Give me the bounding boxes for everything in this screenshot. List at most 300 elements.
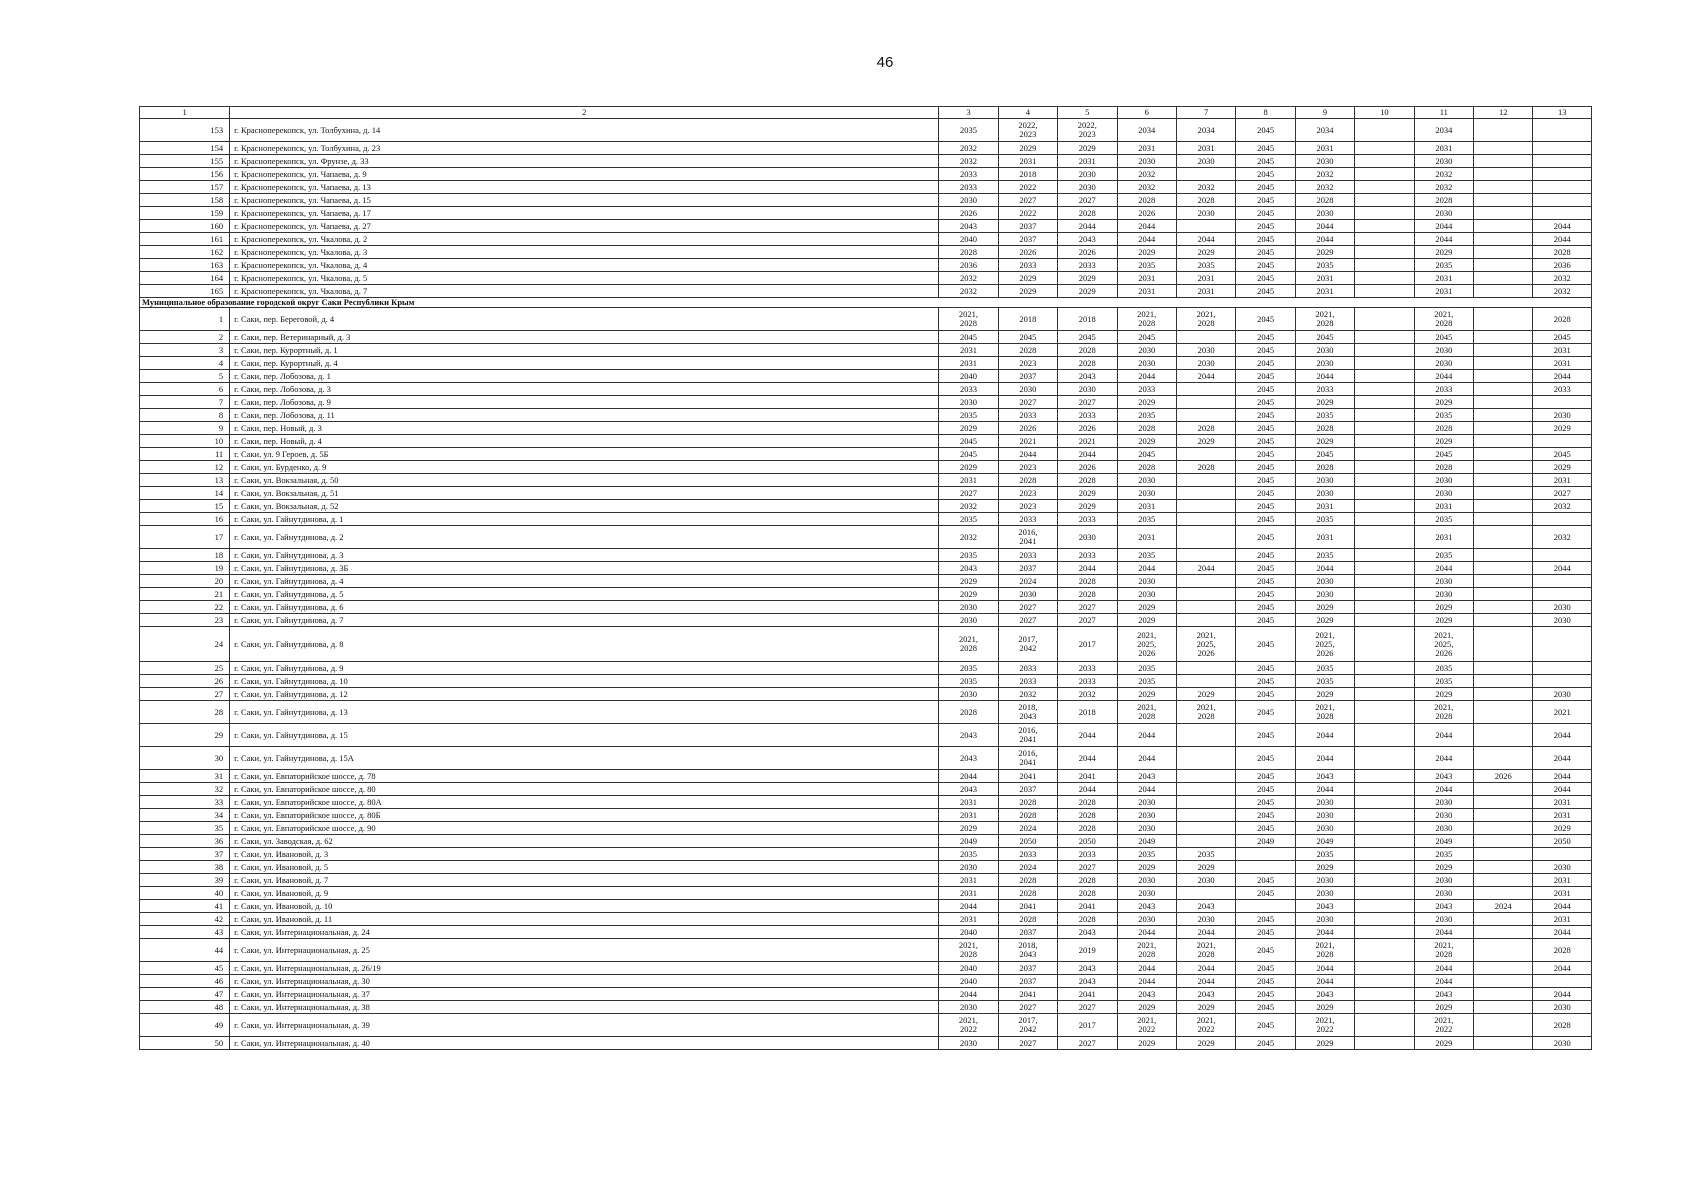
year-cell-col-8 — [1236, 701, 1295, 724]
cell-text: 2023 — [1019, 500, 1037, 511]
address-cell — [230, 119, 939, 142]
year-cell-col-3 — [939, 701, 998, 724]
cell-text: 2033 — [1138, 383, 1156, 394]
cell-text: 39 — [214, 874, 224, 885]
year-cell-col-10 — [1355, 861, 1414, 874]
year-cell-col-8 — [1236, 142, 1295, 155]
year-cell-col-7 — [1176, 474, 1235, 487]
year-cell-col-9 — [1295, 662, 1354, 675]
cell-text: 48 — [214, 1001, 224, 1012]
year-cell-col-11 — [1414, 357, 1473, 370]
cell-text: 2029 — [1019, 272, 1037, 283]
year-cell-col-13 — [1533, 601, 1592, 614]
year-cell-col-5 — [1058, 988, 1117, 1001]
year-cell-col-11 — [1414, 835, 1473, 848]
year-cell-col-3 — [939, 142, 998, 155]
year-cell-col-3 — [939, 272, 998, 285]
row-number — [140, 246, 230, 259]
year-cell-col-3 — [939, 575, 998, 588]
year-cell-col-7 — [1176, 701, 1235, 724]
year-cell-col-5 — [1058, 285, 1117, 298]
year-cell-col-10 — [1355, 435, 1414, 448]
year-cell-col-3 — [939, 549, 998, 562]
year-cell-col-10 — [1355, 119, 1414, 142]
year-cell-col-13 — [1533, 575, 1592, 588]
year-cell-col-6 — [1117, 783, 1176, 796]
cell-text: 2028 — [1138, 194, 1156, 205]
year-cell-col-6 — [1117, 474, 1176, 487]
cell-text: 2036 — [1553, 259, 1571, 270]
year-cell-col-8 — [1236, 988, 1295, 1001]
year-cell-col-6 — [1117, 575, 1176, 588]
year-cell-col-7 — [1176, 926, 1235, 939]
cell-text: 2033 — [1019, 409, 1037, 420]
cell-text: 2043 — [959, 752, 977, 763]
year-cell-col-9 — [1295, 688, 1354, 701]
row-number — [140, 461, 230, 474]
address-cell — [230, 474, 939, 487]
row-number — [140, 835, 230, 848]
cell-text: 2044 — [1316, 962, 1334, 973]
year-cell-col-10 — [1355, 168, 1414, 181]
year-cell-col-13 — [1533, 562, 1592, 575]
address-cell — [230, 926, 939, 939]
year-cell-col-11 — [1414, 939, 1473, 962]
year-cell-col-9 — [1295, 181, 1354, 194]
cell-text: 2045 — [1316, 331, 1334, 342]
year-cell-col-3 — [939, 939, 998, 962]
year-cell-col-12 — [1474, 747, 1533, 770]
cell-text: 15 — [214, 500, 224, 511]
cell-text: 2030 — [1435, 809, 1453, 820]
cell-text: 2033 — [1553, 383, 1571, 394]
year-cell-col-5 — [1058, 887, 1117, 900]
year-cell-col-7 — [1176, 285, 1235, 298]
year-cell-col-11 — [1414, 962, 1473, 975]
address-cell — [230, 848, 939, 861]
year-cell-col-7 — [1176, 513, 1235, 526]
row-number — [140, 701, 230, 724]
year-cell-col-8 — [1236, 119, 1295, 142]
table-row — [140, 562, 1592, 575]
table-row — [140, 344, 1592, 357]
cell-text: 2030 — [1435, 575, 1453, 586]
year-cell-col-11 — [1414, 194, 1473, 207]
table-row — [140, 614, 1592, 627]
year-cell-col-3 — [939, 474, 998, 487]
year-cell-col-12 — [1474, 181, 1533, 194]
table-row — [140, 448, 1592, 461]
year-cell-col-12 — [1474, 409, 1533, 422]
cell-text: 2030 — [1435, 357, 1453, 368]
cell-text: 2041 — [1078, 770, 1096, 781]
year-cell-col-11 — [1414, 526, 1473, 549]
year-cell-col-11 — [1414, 155, 1473, 168]
cell-text: 2031 — [1138, 285, 1156, 296]
row-number — [140, 796, 230, 809]
cell-text: 2045 — [1257, 531, 1275, 542]
cell-text: 2030 — [1197, 155, 1215, 166]
cell-text: 2035 — [1138, 662, 1156, 673]
year-cell-col-4 — [998, 770, 1057, 783]
row-number — [140, 601, 230, 614]
year-cell-col-3 — [939, 308, 998, 331]
year-cell-col-4 — [998, 588, 1057, 601]
cell-text: г. Саки, пер. Лобозова, д. 11 — [234, 409, 335, 420]
year-cell-col-3 — [939, 448, 998, 461]
cell-text: 2045 — [1435, 331, 1453, 342]
cell-text: г. Саки, ул. Интернациональная, д. 38 — [234, 1001, 370, 1012]
cell-text: 2031 — [1435, 531, 1453, 542]
year-cell-col-7 — [1176, 181, 1235, 194]
cell-text: 2029 — [1435, 1037, 1453, 1048]
cell-text: 2023 — [1019, 357, 1037, 368]
cell-text: 2026 — [1019, 422, 1037, 433]
cell-text: 2045 — [1257, 614, 1275, 625]
year-cell-col-13 — [1533, 285, 1592, 298]
cell-text: 2029 — [1138, 396, 1156, 407]
year-cell-col-9 — [1295, 272, 1354, 285]
cell-text: 2028 — [1316, 422, 1334, 433]
cell-text: 2050 — [1019, 835, 1037, 846]
cell-text: г. Саки, ул. Гайнутдинова, д. 3Б — [234, 562, 349, 573]
year-cell-col-4 — [998, 220, 1057, 233]
row-number — [140, 887, 230, 900]
column-header-8: 8 — [1236, 107, 1295, 119]
cell-text: 2026 — [1078, 422, 1096, 433]
year-cell-col-10 — [1355, 272, 1414, 285]
cell-text: 2045 — [959, 435, 977, 446]
year-cell-col-3 — [939, 409, 998, 422]
cell-text: 2029 — [1078, 487, 1096, 498]
cell-text: 19 — [214, 562, 224, 573]
cell-text: 2044 — [1435, 752, 1453, 763]
year-cell-col-12 — [1474, 822, 1533, 835]
row-number — [140, 688, 230, 701]
year-cell-col-4 — [998, 181, 1057, 194]
year-cell-col-6 — [1117, 119, 1176, 142]
cell-text: 2029 — [1316, 1037, 1334, 1048]
row-number — [140, 155, 230, 168]
cell-text: 44 — [214, 944, 224, 955]
year-cell-col-10 — [1355, 988, 1414, 1001]
cell-text: 2028 — [1078, 913, 1096, 924]
year-cell-col-8 — [1236, 513, 1295, 526]
year-cell-col-13 — [1533, 747, 1592, 770]
year-cell-col-11 — [1414, 549, 1473, 562]
table-row — [140, 500, 1592, 513]
year-cell-col-8 — [1236, 168, 1295, 181]
cell-text: 2030 — [1435, 474, 1453, 485]
cell-text: 2028 — [1197, 194, 1215, 205]
cell-text: 2045 — [1257, 822, 1275, 833]
year-cell-col-10 — [1355, 396, 1414, 409]
year-cell-col-3 — [939, 614, 998, 627]
table-row — [140, 939, 1592, 962]
year-cell-col-6 — [1117, 1001, 1176, 1014]
year-cell-col-9 — [1295, 259, 1354, 272]
cell-text: 2030 — [1316, 344, 1334, 355]
year-cell-col-3 — [939, 1037, 998, 1050]
cell-text: 2033 — [1019, 513, 1037, 524]
year-cell-col-4 — [998, 913, 1057, 926]
cell-text: 2035 — [959, 675, 977, 686]
address-cell — [230, 688, 939, 701]
year-cell-col-4 — [998, 861, 1057, 874]
year-cell-col-11 — [1414, 1037, 1473, 1050]
cell-text: 2021, 2028 — [1434, 702, 1454, 721]
year-cell-col-12 — [1474, 939, 1533, 962]
year-cell-col-11 — [1414, 233, 1473, 246]
cell-text: 2032 — [959, 500, 977, 511]
cell-text: г. Саки, ул. Гайнутдинова, д. 9 — [234, 662, 344, 673]
year-cell-col-13 — [1533, 396, 1592, 409]
year-cell-col-4 — [998, 272, 1057, 285]
cell-text: 2035 — [1316, 848, 1334, 859]
year-cell-col-10 — [1355, 913, 1414, 926]
cell-text: 2028 — [1553, 1019, 1571, 1030]
year-cell-col-7 — [1176, 724, 1235, 747]
cell-text: 2030 — [1138, 487, 1156, 498]
year-cell-col-3 — [939, 370, 998, 383]
cell-text: 2030 — [959, 601, 977, 612]
year-cell-col-4 — [998, 155, 1057, 168]
year-cell-col-6 — [1117, 848, 1176, 861]
year-cell-col-8 — [1236, 796, 1295, 809]
row-number — [140, 900, 230, 913]
row-number — [140, 724, 230, 747]
year-cell-col-9 — [1295, 861, 1354, 874]
year-cell-col-12 — [1474, 783, 1533, 796]
cell-text: 2027 — [1019, 614, 1037, 625]
year-cell-col-4 — [998, 383, 1057, 396]
table-row — [140, 308, 1592, 331]
year-cell-col-6 — [1117, 409, 1176, 422]
year-cell-col-13 — [1533, 207, 1592, 220]
year-cell-col-5 — [1058, 344, 1117, 357]
year-cell-col-3 — [939, 975, 998, 988]
year-cell-col-3 — [939, 168, 998, 181]
cell-text: 2045 — [1257, 331, 1275, 342]
year-cell-col-7 — [1176, 344, 1235, 357]
year-cell-col-3 — [939, 783, 998, 796]
year-cell-col-12 — [1474, 142, 1533, 155]
cell-text: 2030 — [1316, 887, 1334, 898]
year-cell-col-12 — [1474, 119, 1533, 142]
year-cell-col-10 — [1355, 370, 1414, 383]
year-cell-col-8 — [1236, 822, 1295, 835]
cell-text: 2030 — [1138, 588, 1156, 599]
table-row — [140, 1014, 1592, 1037]
cell-text: 2030 — [1553, 1037, 1571, 1048]
cell-text: 160 — [210, 220, 224, 231]
year-cell-col-7 — [1176, 1001, 1235, 1014]
cell-text: г. Саки, пер. Курортный, д. 1 — [234, 344, 338, 355]
cell-text: 2030 — [1316, 474, 1334, 485]
cell-text: 2045 — [1257, 752, 1275, 763]
year-cell-col-9 — [1295, 575, 1354, 588]
year-cell-col-12 — [1474, 809, 1533, 822]
cell-text: 34 — [214, 809, 224, 820]
year-cell-col-4 — [998, 900, 1057, 913]
cell-text: 2021, 2028 — [958, 309, 979, 328]
cell-text: 2035 — [1138, 259, 1156, 270]
year-cell-col-3 — [939, 357, 998, 370]
year-cell-col-10 — [1355, 155, 1414, 168]
cell-text: 2030 — [1078, 168, 1096, 179]
cell-text: 2045 — [959, 331, 977, 342]
cell-text: 2031 — [1316, 142, 1334, 153]
cell-text: 2040 — [959, 926, 977, 937]
cell-text: 2031 — [1316, 500, 1334, 511]
year-cell-col-5 — [1058, 220, 1117, 233]
year-cell-col-11 — [1414, 975, 1473, 988]
year-cell-col-6 — [1117, 259, 1176, 272]
cell-text: г. Саки, ул. Заводская, д. 62 — [234, 835, 333, 846]
year-cell-col-6 — [1117, 900, 1176, 913]
year-cell-col-5 — [1058, 975, 1117, 988]
cell-text: 2045 — [1257, 975, 1275, 986]
cell-text: 2037 — [1019, 370, 1037, 381]
year-cell-col-11 — [1414, 331, 1473, 344]
cell-text: 2040 — [959, 233, 977, 244]
cell-text: 2045 — [1138, 331, 1156, 342]
cell-text: 2035 — [1435, 259, 1453, 270]
year-cell-col-7 — [1176, 627, 1235, 662]
section-row — [140, 298, 1592, 308]
year-cell-col-12 — [1474, 435, 1533, 448]
cell-text: 2030 — [959, 861, 977, 872]
cell-text: 18 — [214, 549, 224, 560]
cell-text: 2037 — [1019, 975, 1037, 986]
year-cell-col-4 — [998, 614, 1057, 627]
year-cell-col-4 — [998, 1014, 1057, 1037]
cell-text: 2029 — [959, 588, 977, 599]
cell-text: 2035 — [1316, 259, 1334, 270]
year-cell-col-8 — [1236, 770, 1295, 783]
cell-text: 2045 — [1257, 448, 1275, 459]
year-cell-col-11 — [1414, 259, 1473, 272]
cell-text: 2027 — [1019, 194, 1037, 205]
cell-text: 2030 — [1553, 614, 1571, 625]
cell-text: 2028 — [1019, 474, 1037, 485]
page-number: 46 — [876, 54, 894, 71]
table-row — [140, 913, 1592, 926]
year-cell-col-8 — [1236, 194, 1295, 207]
cell-text: 2028 — [959, 706, 977, 717]
cell-text: 2018 — [1078, 706, 1096, 717]
cell-text: г. Саки, ул. Евпаторийское шоссе, д. 80Б — [234, 809, 381, 820]
year-cell-col-12 — [1474, 562, 1533, 575]
cell-text: 2029 — [1435, 435, 1453, 446]
year-cell-col-7 — [1176, 194, 1235, 207]
cell-text: г. Саки, ул. Интернациональная, д. 25 — [234, 944, 370, 955]
column-header-13: 13 — [1533, 107, 1592, 119]
cell-text: 2030 — [959, 688, 977, 699]
year-cell-col-8 — [1236, 155, 1295, 168]
cell-text: 2044 — [1078, 783, 1096, 794]
year-cell-col-5 — [1058, 357, 1117, 370]
year-cell-col-8 — [1236, 357, 1295, 370]
cell-text: 2021, 2028 — [1137, 702, 1157, 721]
cell-text: 2044 — [1553, 926, 1571, 937]
cell-text: 2033 — [1019, 259, 1037, 270]
cell-text: г. Красноперекопск, ул. Чкалова, д. 2 — [234, 233, 368, 244]
year-cell-col-3 — [939, 747, 998, 770]
cell-text: 2031 — [1138, 531, 1156, 542]
cell-text: 2030 — [1316, 588, 1334, 599]
year-cell-col-3 — [939, 1014, 998, 1037]
cell-text: 2030 — [1316, 357, 1334, 368]
year-cell-col-11 — [1414, 701, 1473, 724]
year-cell-col-6 — [1117, 701, 1176, 724]
year-cell-col-12 — [1474, 233, 1533, 246]
year-cell-col-9 — [1295, 988, 1354, 1001]
cell-text: 2033 — [1019, 848, 1037, 859]
year-cell-col-4 — [998, 822, 1057, 835]
cell-text: 2021, 2028 — [1315, 940, 1335, 959]
year-cell-col-6 — [1117, 887, 1176, 900]
cell-text: 43 — [214, 926, 224, 937]
cell-text: 6 — [218, 383, 224, 394]
cell-text: 2030 — [1316, 155, 1334, 166]
cell-text: 2044 — [1138, 729, 1156, 740]
year-cell-col-9 — [1295, 601, 1354, 614]
row-number — [140, 627, 230, 662]
year-cell-col-12 — [1474, 194, 1533, 207]
year-cell-col-5 — [1058, 383, 1117, 396]
cell-text: 2045 — [1257, 207, 1275, 218]
address-cell — [230, 168, 939, 181]
year-cell-col-4 — [998, 259, 1057, 272]
cell-text: 2030 — [1435, 155, 1453, 166]
cell-text: 2044 — [1138, 962, 1156, 973]
year-cell-col-13 — [1533, 461, 1592, 474]
cell-text: 2022 — [1019, 207, 1037, 218]
cell-text: 2044 — [1316, 233, 1334, 244]
cell-text: 2029 — [1316, 688, 1334, 699]
year-cell-col-7 — [1176, 809, 1235, 822]
year-cell-col-10 — [1355, 848, 1414, 861]
cell-text: 159 — [210, 207, 224, 218]
year-cell-col-12 — [1474, 259, 1533, 272]
cell-text: 154 — [210, 142, 224, 153]
year-cell-col-6 — [1117, 487, 1176, 500]
year-cell-col-13 — [1533, 357, 1592, 370]
cell-text: г. Саки, ул. Ивановой, д. 5 — [234, 861, 329, 872]
row-number — [140, 396, 230, 409]
cell-text: 2030 — [1316, 575, 1334, 586]
cell-text: 2026 — [1494, 770, 1512, 781]
address-cell — [230, 988, 939, 1001]
year-cell-col-9 — [1295, 1014, 1354, 1037]
cell-text: 24 — [214, 638, 224, 649]
column-header-2: 2 — [230, 107, 939, 119]
cell-text: 2033 — [1078, 848, 1096, 859]
cell-text: 2028 — [1553, 944, 1571, 955]
cell-text: 2044 — [959, 988, 977, 999]
column-header-4: 4 — [998, 107, 1057, 119]
year-cell-col-8 — [1236, 1014, 1295, 1037]
cell-text: 2045 — [1257, 1037, 1275, 1048]
cell-text: 2040 — [959, 975, 977, 986]
cell-text: 2044 — [1435, 220, 1453, 231]
cell-text: 2035 — [959, 848, 977, 859]
cell-text: г. Саки, пер. Новый, д. 3 — [234, 422, 322, 433]
year-cell-col-7 — [1176, 1037, 1235, 1050]
year-cell-col-11 — [1414, 926, 1473, 939]
cell-text: г. Саки, ул. Евпаторийское шоссе, д. 90 — [234, 822, 376, 833]
